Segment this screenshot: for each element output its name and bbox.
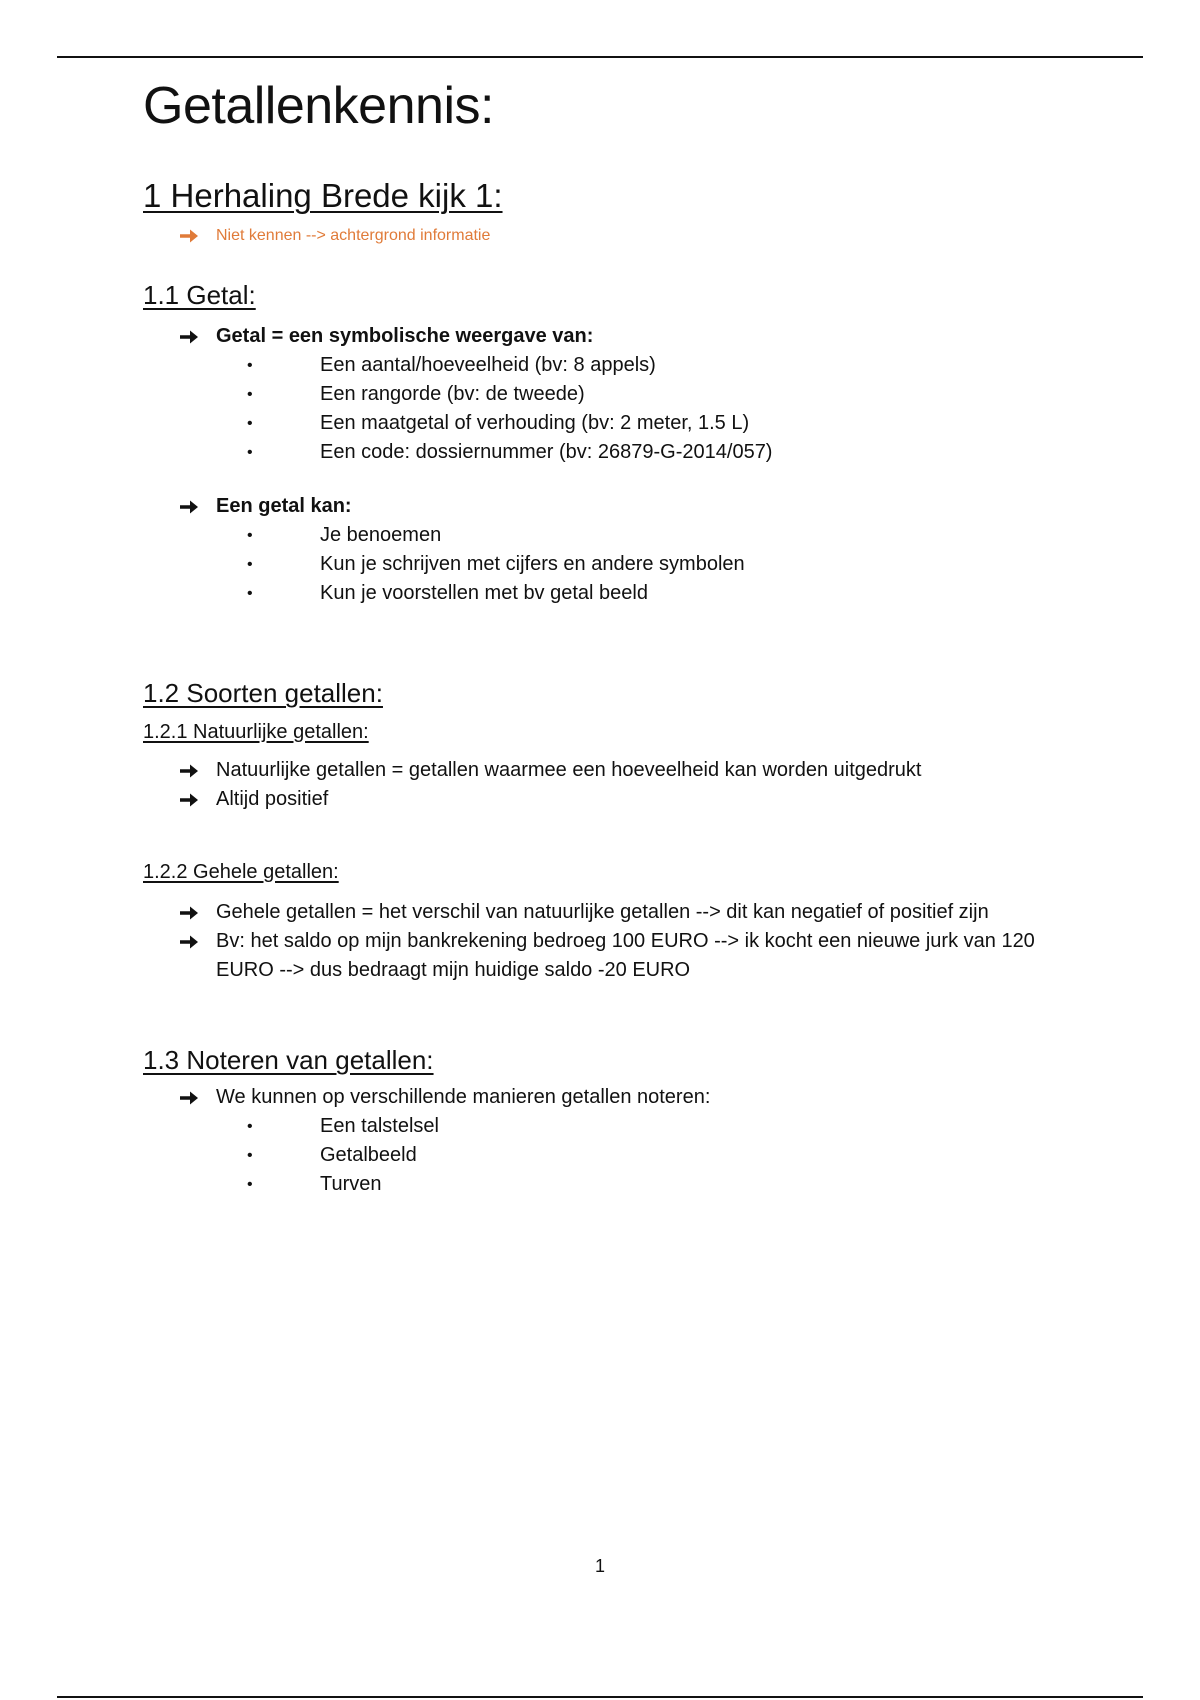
section-1-2-1-heading: 1.2.1 Natuurlijke getallen: [143,721,369,743]
noteren-point-text: We kunnen op verschillende manieren getallen noteren: [216,1086,711,1108]
list-item: • Een maatgetal of verhouding (bv: 2 meter, 1.5 L) [143,409,1063,438]
list-item: • Een rangorde (bv: de tweede) [143,380,1063,409]
getal-kan-list [143,521,1063,608]
list-item: • Getalbeeld [143,1141,1063,1170]
arrow-right-icon [179,898,216,927]
section-1-1-heading: 1.1 Getal: [143,280,256,310]
section-1-3-heading: 1.3 Noteren van getallen: [143,1045,434,1075]
getal-definition [143,322,1063,351]
footer-rule [57,1696,1143,1698]
arrow-right-icon [179,224,216,248]
header-rule [57,56,1143,58]
noteren-list [143,1112,1063,1199]
gehele-point [143,927,1063,985]
bullet-icon: • [247,1176,253,1193]
document-body [143,66,1063,1199]
bullet-icon: • [247,386,253,403]
getal-kan-text: Een getal kan: [216,495,352,517]
list-item: • Een aantal/hoeveelheid (bv: 8 appels) [143,351,1063,380]
list-item: • Kun je schrijven met cijfers en andere symbolen [143,550,1063,579]
noteren-point [143,1083,1063,1112]
arrow-right-icon [179,1083,216,1112]
natuurlijke-point [143,785,1063,814]
document-title: Getallenkennis: [143,77,494,135]
bullet-icon: • [247,556,253,573]
gehele-point-text: Gehele getallen = het verschil van natuurlijke getallen --> dit kan negatief of positief zijn [216,901,989,923]
arrow-right-icon [179,756,216,785]
list-item: • Je benoemen [143,521,1063,550]
arrow-right-icon [179,927,216,956]
arrow-right-icon [179,492,216,521]
bullet-icon: • [247,585,253,602]
bullet-icon: • [247,1147,253,1164]
list-item: • Kun je voorstellen met bv getal beeld [143,579,1063,608]
list-item: • Een talstelsel [143,1112,1063,1141]
section-1-2-heading: 1.2 Soorten getallen: [143,678,383,708]
section-1-note [143,224,1063,248]
bullet-icon: • [247,527,253,544]
note-text: Niet kennen --> achtergrond informatie [216,227,491,244]
bullet-icon: • [247,1118,253,1135]
arrow-right-icon [179,322,216,351]
page-number: 1 [594,1556,605,1576]
getal-definition-list [143,351,1063,467]
section-1-heading: 1 Herhaling Brede kijk 1: [143,177,503,214]
gehele-point-text: Bv: het saldo op mijn bankrekening bedroeg 100 EURO --> ik kocht een nieuwe jurk van 120 EURO --> dus bedraagt mijn huidige saldo -20 EURO [216,930,1035,981]
getal-definition-text: Getal = een symbolische weergave van: [216,325,594,347]
arrow-right-icon [179,785,216,814]
bullet-icon: • [247,415,253,432]
list-item: • Een code: dossiernummer (bv: 26879-G-2014/057) [143,438,1063,467]
bullet-icon: • [247,357,253,374]
bullet-icon: • [247,444,253,461]
natuurlijke-point-text: Natuurlijke getallen = getallen waarmee een hoeveelheid kan worden uitgedrukt [216,759,922,781]
gehele-point [143,898,1063,927]
getal-kan [143,492,1063,521]
natuurlijke-point-text: Altijd positief [216,788,329,810]
list-item: • Turven [143,1170,1063,1199]
section-1-2-2-heading: 1.2.2 Gehele getallen: [143,861,339,883]
natuurlijke-point [143,756,1063,785]
